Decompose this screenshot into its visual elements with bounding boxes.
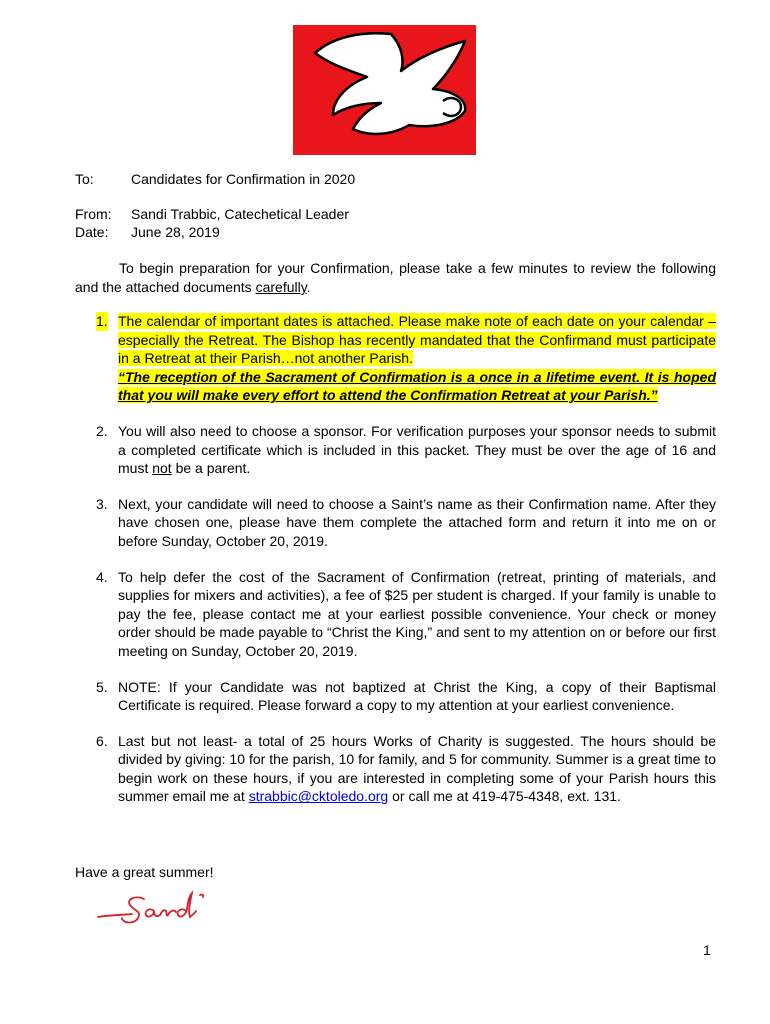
list-item: 6. Last but not least- a total of 25 hours Works of Charity is suggested. The hours should be divided by giving: 10 for the parish, 10 for family, and 5 for community. Summer is a great time to begin work on these hours, if you are interested in completing some of your Parish hours this summer email me at strabbic@cktoledo.org or call me at 419-475-4348, ext. 131.	[96, 732, 716, 805]
signature	[92, 885, 242, 930]
item-number: 2.	[96, 422, 108, 439]
list-item	[75, 495, 716, 551]
list-item	[75, 312, 716, 405]
item-number: 4.	[96, 568, 108, 585]
to-value: Candidates for Confirmation in 2020	[131, 171, 356, 187]
list-item	[75, 568, 716, 661]
date-line	[75, 223, 220, 241]
item-emphasis: “The reception of the Sacrament of Confirmation is a once in a lifetime event. It is hoped that you will make every effort to attend the Confirmation Retreat at your Parish.”	[118, 368, 716, 404]
item-number: 3.	[96, 495, 108, 512]
item-number: 6.	[96, 732, 108, 749]
intro-paragraph: To begin preparation for your Confirmation, please take a few minutes to review the following and the attached documents carefully.	[75, 260, 716, 295]
emphasis-underline: carefully	[255, 279, 307, 295]
list-item	[75, 678, 716, 715]
item-number: 1.	[96, 313, 108, 329]
from-line	[75, 205, 349, 223]
item-text: NOTE: If your Candidate was not baptized at Christ the King, a copy of their Baptismal Certificate is required. Please forward a copy to my attention at your earliest convenience.	[118, 678, 716, 714]
item-number: 5.	[96, 678, 108, 695]
instruction-list	[75, 312, 716, 823]
item-text: Last but not least- a total of 25 hours Works of Charity is suggested. The hours should be divided by giving: 10 for the parish, 10 for family, and 5 for community. Summer is a great time to begin work on these hours, if you are interested in completing some of your Parish hours this summer email me at	[118, 732, 716, 805]
to-line	[75, 170, 355, 188]
item-underlined: not	[152, 460, 172, 477]
to-label: To:	[75, 171, 94, 187]
item-text: You will also need to choose a sponsor. For verification purposes your sponsor needs to submit a completed certificate which is included in this packet. They must be over the age of 16 and must	[118, 422, 716, 477]
from-label: From:	[75, 206, 112, 222]
date-value: June 28, 2019	[131, 224, 220, 240]
item-text: Next, your candidate will need to choose a Saint’s name as their Confirmation name. After they have chosen one, please have them complete the attached form and return it into me on or before Sunday, October 20, 2019.	[118, 495, 716, 549]
email-link[interactable]: strabbic@cktoledo.org	[248, 788, 389, 805]
item-text: To help defer the cost of the Sacrament of Confirmation (retreat, printing of materials, and supplies for mixers and activities), a fee of $25 per student is charged. If your family is unable to pay the fee, please contact me at your earliest possible convenience. Your check or money order should be made payable to “Christ the King,” and sent to my attention on or before our first meeting on Sunday, October 20, 2019.	[118, 568, 716, 659]
from-value: Sandi Trabbic, Catechetical Leader	[131, 206, 349, 222]
dove-logo	[293, 25, 476, 155]
list-item: 2. You will also need to choose a sponsor. For verification purposes your sponsor needs to submit a completed certificate which is included in this packet. They must be over the age of 16 and must not be a parent.	[96, 422, 716, 477]
date-label: Date:	[75, 224, 109, 240]
page-number: 1	[703, 942, 711, 958]
item-text: The calendar of important dates is attached. Please make note of each date on your calendar – especially the Retreat. The Bishop has recently mandated that the Confirmand must participate in a Retreat at their Parish…not another Parish.	[118, 313, 716, 367]
closing-line: Have a great summer!	[75, 864, 214, 880]
